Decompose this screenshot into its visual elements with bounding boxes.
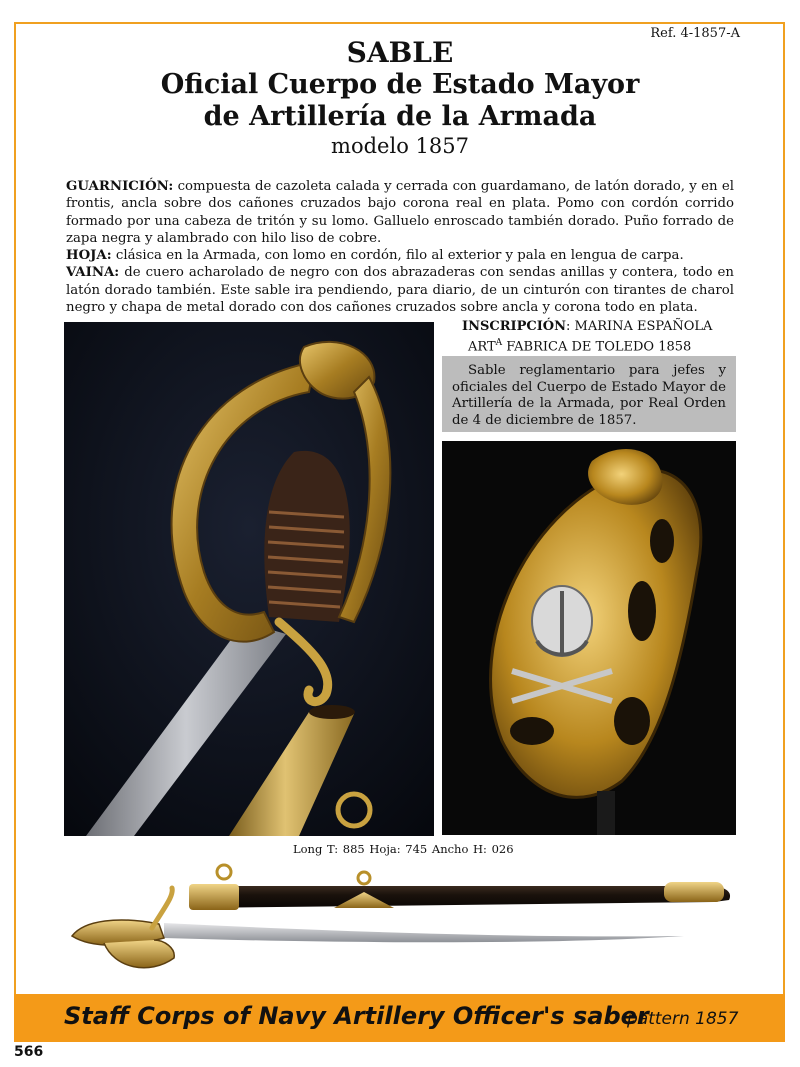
title-model: modelo 1857 — [331, 133, 469, 158]
hilt-illustration — [64, 322, 434, 836]
description-block — [66, 178, 734, 316]
title-line-3: de Artillería de la Armada — [203, 100, 597, 132]
inscription — [462, 318, 712, 355]
english-title-banner — [14, 994, 785, 1042]
inscription-line-2 — [462, 335, 712, 355]
page-number: 566 — [14, 1044, 44, 1060]
inscription-factory: FABRICA DE TOLEDO 1858 — [502, 339, 692, 355]
pattern-year: pattern 1857 — [627, 1009, 739, 1029]
vaina-text: de cuero acharolado de negro con dos abrazaderas con sendas anillas y contera, todo en latón dorado también. Este sable ira pendiendo, para diario, de un cinturón con tirantes de charol negro y chapa de metal dorado con dos cañones cruzados sobre ancla y corona todo en plata. — [66, 265, 734, 316]
full-saber-illustration — [64, 858, 744, 988]
dimensions: Long T: 885 Hoja: 745 Ancho H: 026 — [293, 842, 514, 856]
page-title — [0, 36, 800, 159]
guarnicion-text: compuesta de cazoleta calada y cerrada con guardamano, de latón dorado, y en el frontis, ancla sobre dos cañones cruzados bajo corona real en plata. Pomo con cordón corrido formado por una cabeza de tritón y su lomo. Galluelo enroscado también dorado. Puño forrado de zapa negra y alambrado con hilo liso de cobre. — [66, 179, 734, 246]
title-line-1: SABLE — [346, 36, 454, 69]
inscription-label: INSCRIPCIÓN — [462, 319, 566, 334]
hilt-photo — [64, 322, 434, 836]
english-title: Staff Corps of Navy Artillery Officer's saber — [64, 1002, 649, 1030]
guarnicion-paragraph — [66, 178, 734, 247]
guard-detail-photo — [442, 441, 736, 835]
inscription-art: ART — [468, 339, 496, 355]
regulation-note: Sable reglamentario para jefes y oficiales del Cuerpo de Estado Mayor de Artillería de la Armada, por Real Orden de 4 de diciembre de 1857. — [442, 356, 736, 432]
guarnicion-label: GUARNICIÓN: — [66, 179, 174, 194]
inscription-line-1: : MARINA ESPAÑOLA — [566, 319, 713, 334]
hoja-paragraph — [66, 247, 734, 264]
inscription-art-sup: A — [495, 338, 503, 348]
guard-illustration — [442, 441, 736, 835]
reference-code: Ref. 4-1857-A — [650, 26, 740, 41]
hoja-text: clásica en la Armada, con lomo en cordón, filo al exterior y pala en lengua de carpa. — [111, 248, 684, 264]
vaina-paragraph — [66, 264, 734, 316]
vaina-label: VAINA: — [66, 265, 120, 281]
hoja-label: HOJA: — [66, 248, 112, 264]
title-line-2: Oficial Cuerpo de Estado Mayor — [160, 69, 640, 101]
full-saber-photo — [64, 858, 744, 988]
